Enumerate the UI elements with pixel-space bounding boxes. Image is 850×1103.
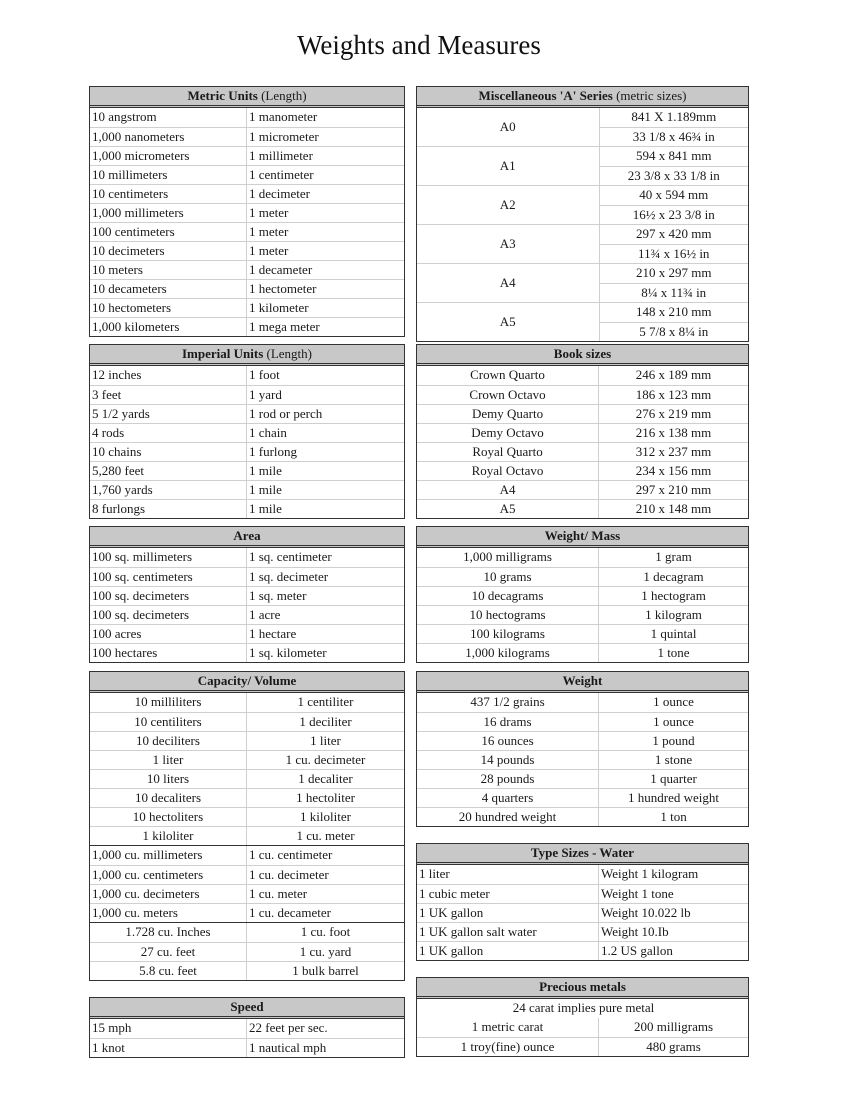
area-header: [90, 527, 404, 548]
weight-table: [416, 671, 749, 827]
quantity-cell: 1 troy(fine) ounce: [417, 1038, 599, 1056]
equivalent-cell: 1 cu. meter: [249, 886, 308, 901]
equivalent-cell: 1 sq. meter: [249, 588, 307, 603]
table-row: [90, 442, 404, 461]
speed-table: [89, 997, 405, 1058]
size-inches: 16½ x 23 3/8 in: [600, 205, 749, 224]
equivalent-cell: 1 yard: [249, 387, 282, 402]
quantity-cell: Demy Quarto: [417, 405, 599, 423]
header-bold: Weight: [562, 673, 603, 688]
quantity-cell: 1.728 cu. Inches: [90, 923, 247, 942]
quantity-cell: 100 centimeters: [90, 223, 247, 241]
quantity-cell: 10 grams: [417, 568, 599, 586]
equivalent-cell: 216 x 138 mm: [635, 425, 712, 440]
header-bold: Imperial Units: [182, 346, 264, 361]
size-inches: 8¼ x 11¾ in: [600, 283, 749, 302]
quantity-cell: 10 centiliters: [90, 713, 247, 731]
quantity-cell: 10 meters: [90, 261, 247, 279]
equivalent-cell: 1 meter: [249, 224, 289, 239]
weight-mass-header: [417, 527, 748, 548]
table-row: [417, 366, 748, 385]
equivalent-cell: 1 decaliter: [298, 771, 353, 786]
quantity-cell: 1,000 cu. meters: [90, 904, 247, 922]
equivalent-cell: 1 meter: [249, 205, 289, 220]
equivalent-cell: 1 furlong: [249, 444, 298, 459]
size-mm: 594 x 841 mm: [636, 148, 712, 163]
quantity-cell: 100 acres: [90, 625, 247, 643]
equivalent-cell: 1 deciliter: [299, 714, 352, 729]
table-row: [90, 423, 404, 442]
table-row: [90, 279, 404, 298]
quantity-cell: Crown Quarto: [417, 366, 599, 385]
a-series-row: [417, 185, 748, 224]
equivalent-cell: 312 x 237 mm: [635, 444, 712, 459]
equivalent-cell: 276 x 219 mm: [635, 406, 712, 421]
table-row: [90, 317, 404, 336]
header-bold: Book sizes: [553, 346, 612, 361]
quantity-cell: Royal Octavo: [417, 462, 599, 480]
equivalent-cell: 1 stone: [654, 752, 693, 767]
quantity-cell: 10 decagrams: [417, 587, 599, 605]
table-row: [90, 1019, 404, 1038]
equivalent-cell: 1 cu. meter: [296, 828, 355, 843]
equivalent-cell: 22 feet per sec.: [249, 1020, 328, 1035]
header-bold: Type Sizes - Water: [530, 845, 635, 860]
equivalent-cell: 1 cu. decimeter: [285, 752, 366, 767]
table-row: [417, 884, 748, 903]
table-row: [417, 1018, 748, 1037]
equivalent-cell: 1 meter: [249, 243, 289, 258]
table-row: [417, 499, 748, 518]
paper-size-name: A1: [417, 147, 600, 185]
a-series-row: [417, 108, 748, 146]
quantity-cell: 4 quarters: [417, 789, 599, 807]
quantity-cell: 1,000 micrometers: [90, 147, 247, 165]
table-row: [417, 731, 748, 750]
equivalent-cell: 1 quarter: [650, 771, 697, 786]
quantity-cell: 1,000 kilometers: [90, 318, 247, 336]
paper-size-name: A0: [417, 108, 600, 146]
quantity-cell: 12 inches: [90, 366, 247, 385]
equivalent-cell: 480 grams: [646, 1039, 701, 1054]
quantity-cell: 1 liter: [90, 751, 247, 769]
equivalent-cell: 1 ounce: [653, 694, 694, 709]
equivalent-cell: 1 acre: [249, 607, 281, 622]
table-row: [90, 298, 404, 317]
quantity-cell: 10 centimeters: [90, 185, 247, 203]
a-series-row: [417, 302, 748, 341]
quantity-cell: Demy Octavo: [417, 424, 599, 442]
quantity-cell: 1 metric carat: [417, 1018, 599, 1037]
equivalent-cell: 1 chain: [249, 425, 287, 440]
quantity-cell: 10 hectometers: [90, 299, 247, 317]
table-row: [90, 222, 404, 241]
table-row: [90, 586, 404, 605]
equivalent-cell: 1 mega meter: [249, 319, 320, 334]
equivalent-cell: 1 gram: [655, 549, 692, 564]
equivalent-cell: 1.2 US gallon: [601, 943, 673, 958]
metric-length-table: [89, 86, 405, 337]
table-row: [417, 865, 748, 884]
quantity-cell: 3 feet: [90, 386, 247, 404]
equivalent-cell: 1 hectometer: [249, 281, 317, 296]
equivalent-cell: 1 pound: [652, 733, 695, 748]
quantity-cell: 16 drams: [417, 713, 599, 731]
equivalent-cell: 1 hectare: [249, 626, 297, 641]
quantity-cell: 100 sq. millimeters: [90, 548, 247, 567]
table-row: [90, 846, 404, 865]
table-row: [90, 769, 404, 788]
table-row: [90, 108, 404, 127]
quantity-cell: 1,000 cu. decimeters: [90, 885, 247, 903]
equivalent-cell: 1 cu. yard: [299, 944, 352, 959]
size-mm: 40 x 594 mm: [639, 187, 709, 202]
size-inches: 11¾ x 16½ in: [600, 244, 749, 263]
table-row: [90, 567, 404, 586]
table-row: [90, 624, 404, 643]
size-mm: 148 x 210 mm: [636, 304, 712, 319]
table-row: [90, 605, 404, 624]
size-inches: 5 7/8 x 8¼ in: [600, 322, 749, 341]
equivalent-cell: 1 mile: [249, 501, 282, 516]
table-row: [90, 184, 404, 203]
quantity-cell: 20 hundred weight: [417, 808, 599, 826]
equivalent-cell: 1 ton: [660, 809, 687, 824]
table-row: [90, 260, 404, 279]
table-row: [90, 404, 404, 423]
table-row: [417, 461, 748, 480]
quantity-cell: 100 sq. decimeters: [90, 587, 247, 605]
size-mm: 297 x 420 mm: [636, 226, 712, 241]
equivalent-cell: 1 rod or perch: [249, 406, 323, 421]
equivalent-cell: Weight 1 kilogram: [601, 866, 699, 881]
quantity-cell: 1 liter: [417, 865, 599, 884]
quantity-cell: 100 hectares: [90, 644, 247, 662]
paper-size-name: A5: [417, 303, 600, 341]
quantity-cell: 28 pounds: [417, 770, 599, 788]
header-bold: Capacity/ Volume: [197, 673, 297, 688]
equivalent-cell: 1 decameter: [249, 262, 313, 277]
weight-mass-table: [416, 526, 749, 663]
equivalent-cell: 1 millimeter: [249, 148, 313, 163]
header-bold: Area: [233, 528, 261, 543]
table-row: [90, 712, 404, 731]
equivalent-cell: 1 mile: [249, 482, 282, 497]
quantity-cell: A5: [417, 500, 599, 518]
quantity-cell: 15 mph: [90, 1019, 247, 1038]
table-row: [90, 923, 404, 942]
equivalent-cell: 1 cu. centimeter: [249, 847, 333, 862]
a-series-row: [417, 224, 748, 263]
table-row: [417, 385, 748, 404]
capacity-volume-table: [89, 671, 405, 981]
precious-note-row: [417, 999, 748, 1018]
equivalent-cell: 1 cu. foot: [300, 924, 351, 939]
a-series-row: [417, 263, 748, 302]
size-inches: 33 1/8 x 46¾ in: [600, 127, 749, 146]
equivalent-cell: Weight 10.022 lb: [601, 905, 691, 920]
precious-note: 24 carat implies pure metal: [512, 1000, 655, 1015]
table-row: [417, 750, 748, 769]
equivalent-cell: 1 micrometer: [249, 129, 319, 144]
quantity-cell: 8 furlongs: [90, 500, 247, 518]
quantity-cell: 5 1/2 yards: [90, 405, 247, 423]
quantity-cell: Royal Quarto: [417, 443, 599, 461]
quantity-cell: 14 pounds: [417, 751, 599, 769]
equivalent-cell: 1 liter: [310, 733, 341, 748]
table-row: [90, 884, 404, 903]
table-row: [90, 146, 404, 165]
equivalent-cell: 1 foot: [249, 367, 280, 382]
table-row: [417, 941, 748, 960]
table-row: [417, 693, 748, 712]
header-rest: (Length): [257, 88, 307, 103]
quantity-cell: A4: [417, 481, 599, 499]
table-row: [90, 693, 404, 712]
imperial-length-header: [90, 345, 404, 366]
quantity-cell: 5.8 cu. feet: [90, 962, 247, 980]
table-row: [90, 643, 404, 662]
header-rest: (metric sizes): [612, 88, 687, 103]
header-bold: Miscellaneous 'A' Series: [478, 88, 613, 103]
table-row: [417, 442, 748, 461]
equivalent-cell: 200 milligrams: [633, 1019, 714, 1034]
equivalent-cell: 1 decagram: [643, 569, 704, 584]
equivalent-cell: 1 sq. centimeter: [249, 549, 332, 564]
header-bold: Weight/ Mass: [544, 528, 621, 543]
quantity-cell: 10 milliliters: [90, 693, 247, 712]
equivalent-cell: 1 centimeter: [249, 167, 314, 182]
water-header: [417, 844, 748, 865]
table-row: [90, 461, 404, 480]
quantity-cell: 1 cubic meter: [417, 885, 599, 903]
table-row: [417, 922, 748, 941]
equivalent-cell: 210 x 148 mm: [635, 501, 712, 516]
equivalent-cell: 1 kiloliter: [300, 809, 351, 824]
quantity-cell: 10 hectoliters: [90, 808, 247, 826]
table-row: [90, 241, 404, 260]
table-row: [90, 480, 404, 499]
equivalent-cell: 1 manometer: [249, 109, 318, 124]
book-sizes-header: [417, 345, 748, 366]
a-series-table: [416, 86, 749, 342]
equivalent-cell: 1 kilogram: [645, 607, 702, 622]
equivalent-cell: Weight 1 tone: [601, 886, 674, 901]
table-row: [90, 807, 404, 826]
header-bold: Metric Units: [187, 88, 258, 103]
table-row: [417, 769, 748, 788]
equivalent-cell: 1 hundred weight: [628, 790, 719, 805]
equivalent-cell: 1 quintal: [650, 626, 697, 641]
table-row: [90, 385, 404, 404]
quantity-cell: 1,760 yards: [90, 481, 247, 499]
table-row: [90, 165, 404, 184]
quantity-cell: 1,000 nanometers: [90, 128, 247, 146]
equivalent-cell: 1 decimeter: [249, 186, 310, 201]
quantity-cell: 27 cu. feet: [90, 943, 247, 961]
paper-size-name: A2: [417, 186, 600, 224]
table-row: [417, 404, 748, 423]
table-row: [417, 423, 748, 442]
header-bold: Speed: [230, 999, 264, 1014]
size-mm: 841 X 1.189mm: [631, 109, 717, 124]
size-inches: 23 3/8 x 33 1/8 in: [600, 166, 749, 185]
equivalent-cell: 1 sq. kilometer: [249, 645, 327, 660]
table-row: [417, 903, 748, 922]
table-row: [90, 203, 404, 222]
table-row: [417, 605, 748, 624]
table-row: [90, 499, 404, 518]
table-row: [417, 712, 748, 731]
quantity-cell: 10 decaliters: [90, 789, 247, 807]
equivalent-cell: 1 centiliter: [297, 694, 354, 709]
table-row: [90, 865, 404, 884]
table-row: [417, 586, 748, 605]
table-row: [90, 366, 404, 385]
table-row: [90, 903, 404, 922]
table-row: [417, 788, 748, 807]
quantity-cell: 5,280 feet: [90, 462, 247, 480]
area-table: [89, 526, 405, 663]
table-row: [90, 750, 404, 769]
table-row: [90, 548, 404, 567]
quantity-cell: 1 knot: [90, 1039, 247, 1057]
equivalent-cell: 1 sq. decimeter: [249, 569, 329, 584]
table-row: [417, 480, 748, 499]
quantity-cell: Crown Octavo: [417, 386, 599, 404]
quantity-cell: 100 sq. decimeters: [90, 606, 247, 624]
water-table: [416, 843, 749, 961]
quantity-cell: 10 angstrom: [90, 108, 247, 127]
table-row: [90, 942, 404, 961]
size-mm: 210 x 297 mm: [636, 265, 712, 280]
table-row: [417, 807, 748, 826]
equivalent-cell: 297 x 210 mm: [635, 482, 712, 497]
equivalent-cell: 1 hectogram: [641, 588, 706, 603]
equivalent-cell: 1 mile: [249, 463, 282, 478]
quantity-cell: 1 UK gallon salt water: [417, 923, 599, 941]
table-row: [90, 788, 404, 807]
quantity-cell: 10 hectograms: [417, 606, 599, 624]
quantity-cell: 10 decameters: [90, 280, 247, 298]
quantity-cell: 1 kiloliter: [90, 827, 247, 845]
quantity-cell: 10 liters: [90, 770, 247, 788]
equivalent-cell: 1 cu. decimeter: [249, 867, 329, 882]
precious-metals-header: [417, 978, 748, 999]
equivalent-cell: 1 cu. decameter: [249, 905, 331, 920]
capacity-volume-header: [90, 672, 404, 693]
quantity-cell: 10 millimeters: [90, 166, 247, 184]
table-row: [90, 961, 404, 980]
metric-length-header: [90, 87, 404, 108]
table-row: [417, 548, 748, 567]
quantity-cell: 1,000 cu. millimeters: [90, 846, 247, 865]
table-row: [90, 127, 404, 146]
equivalent-cell: 1 kilometer: [249, 300, 309, 315]
weight-header: [417, 672, 748, 693]
paper-size-name: A3: [417, 225, 600, 263]
table-row: [417, 567, 748, 586]
equivalent-cell: Weight 10.Ib: [601, 924, 669, 939]
quantity-cell: 437 1/2 grains: [417, 693, 599, 712]
precious-metals-table: [416, 977, 749, 1057]
a-series-header: [417, 87, 748, 108]
equivalent-cell: 246 x 189 mm: [635, 367, 712, 382]
table-row: [417, 643, 748, 662]
equivalent-cell: 186 x 123 mm: [635, 387, 712, 402]
a-series-row: [417, 146, 748, 185]
equivalent-cell: 1 tone: [657, 645, 690, 660]
quantity-cell: 1,000 kilograms: [417, 644, 599, 662]
book-sizes-table: [416, 344, 749, 519]
quantity-cell: 1,000 milligrams: [417, 548, 599, 567]
quantity-cell: 4 rods: [90, 424, 247, 442]
quantity-cell: 10 chains: [90, 443, 247, 461]
header-rest: (Length): [263, 346, 312, 361]
equivalent-cell: 1 ounce: [653, 714, 694, 729]
equivalent-cell: 1 hectoliter: [296, 790, 355, 805]
quantity-cell: 10 deciliters: [90, 732, 247, 750]
table-row: [90, 826, 404, 845]
quantity-cell: 10 decimeters: [90, 242, 247, 260]
table-row: [90, 1038, 404, 1057]
quantity-cell: 1 UK gallon: [417, 904, 599, 922]
quantity-cell: 100 kilograms: [417, 625, 599, 643]
quantity-cell: 100 sq. centimeters: [90, 568, 247, 586]
table-row: [417, 624, 748, 643]
speed-header: [90, 998, 404, 1019]
quantity-cell: 1 UK gallon: [417, 942, 599, 960]
table-row: [417, 1037, 748, 1056]
table-row: [90, 731, 404, 750]
paper-size-name: A4: [417, 264, 600, 302]
equivalent-cell: 234 x 156 mm: [635, 463, 712, 478]
equivalent-cell: 1 bulk barrel: [292, 963, 359, 978]
quantity-cell: 1,000 millimeters: [90, 204, 247, 222]
quantity-cell: 16 ounces: [417, 732, 599, 750]
equivalent-cell: 1 nautical mph: [249, 1040, 327, 1055]
quantity-cell: 1,000 cu. centimeters: [90, 866, 247, 884]
page-title: Weights and Measures: [297, 30, 541, 60]
imperial-length-table: [89, 344, 405, 519]
header-bold: Precious metals: [539, 979, 626, 994]
